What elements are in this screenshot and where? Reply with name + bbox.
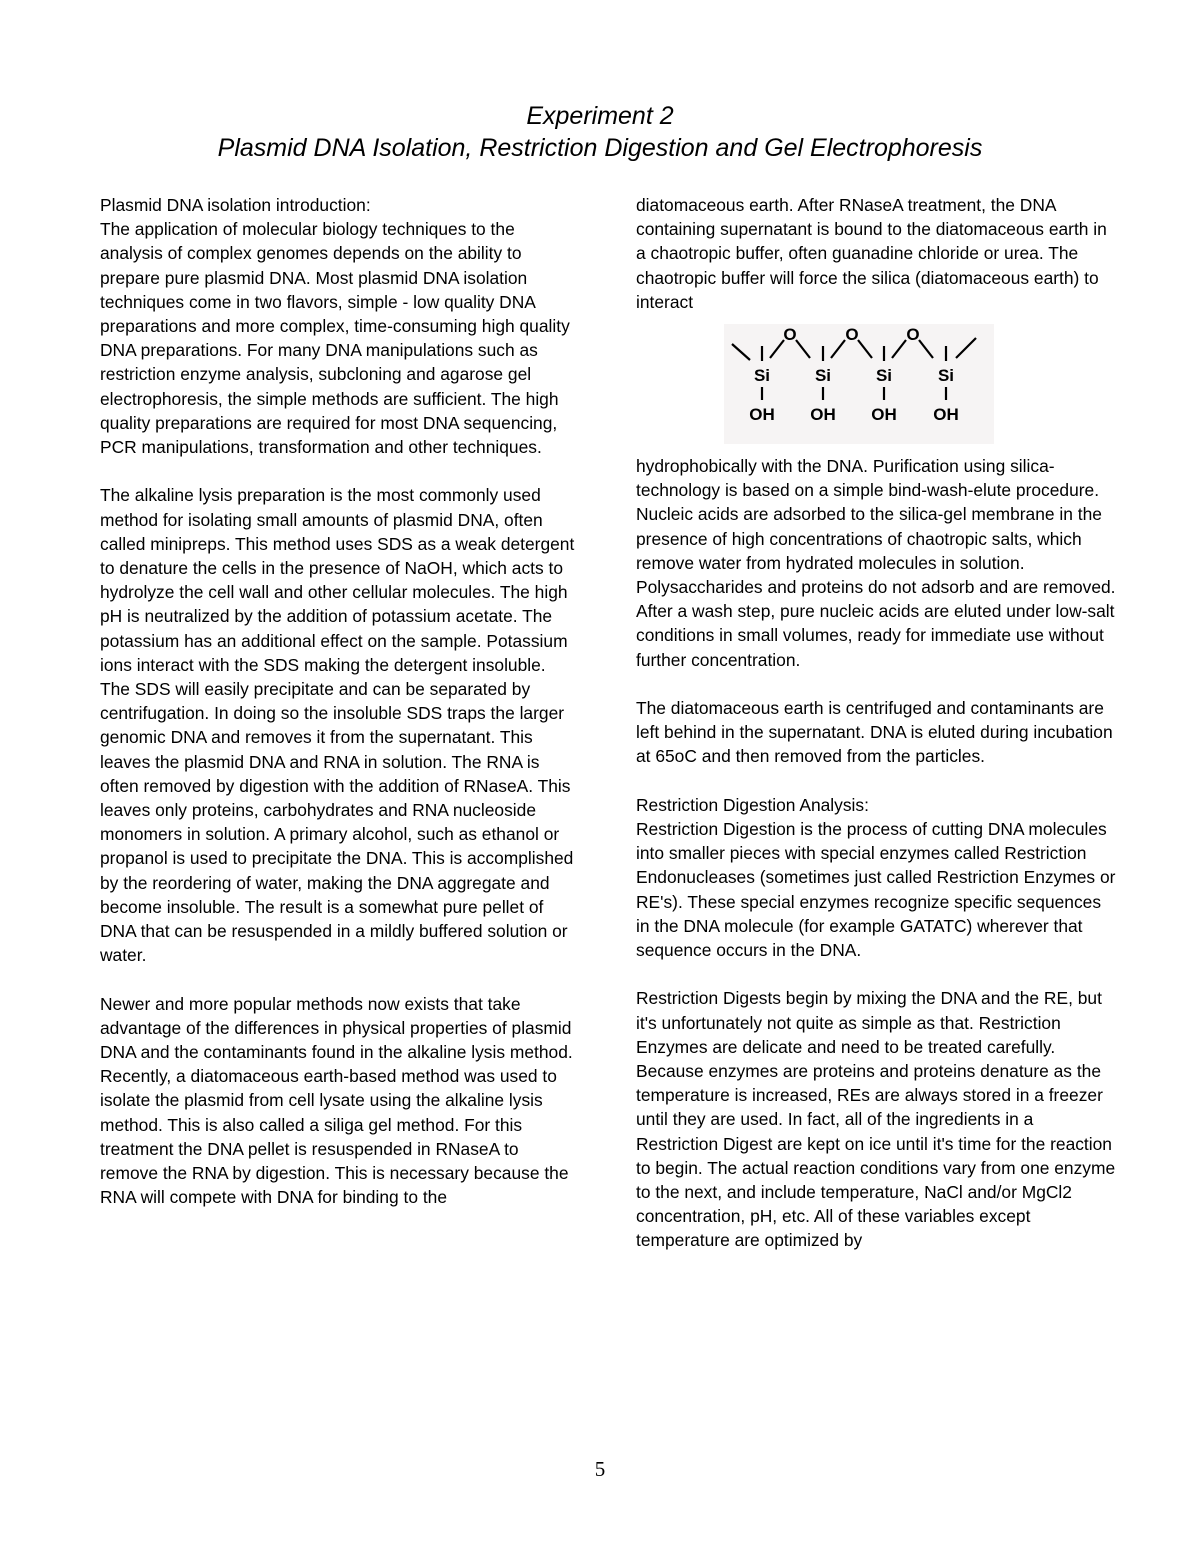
page-number: 5 bbox=[594, 1457, 606, 1481]
silicon-atom-label: Si bbox=[875, 366, 893, 386]
section-heading-restriction-digestion: Restriction Digestion Analysis: bbox=[636, 794, 869, 815]
hydroxyl-group-label: OH bbox=[933, 405, 959, 425]
paragraph: The alkaline lysis preparation is the most commonly used method for isolating small amounts of plasmid DNA, often called minipreps. This method uses SDS as a weak detergent to denature the cells in the presence of NaOH, which acts to hydrolyze the cell wall and other cellular molecules. The high pH is neutralized by the addition of potassium acetate. The potassium has an additional effect on the sample. Potassium ions interact with the SDS making the detergent insoluble. The SDS will easily precipitate and can be separated by centrifugation. In doing so the insoluble SDS traps the larger genomic DNA and removes it from the supernatant. This leaves the plasmid DNA and RNA in solution. The RNA is often removed by digestion with the addition of RNaseA. This leaves only proteins, carbohydrates and RNA nucleoside monomers in solution. A primary alcohol, such as ethanol or propanol is used to precipitate the DNA. This is accomplished by the reordering of water, making the DNA aggregate and become insoluble. The result is a somewhat pure pellet of DNA that can be resuspended in a mildly buffered solution or water. bbox=[100, 485, 575, 966]
silicon-atom-label: Si bbox=[753, 366, 771, 386]
silica-structure-diagram bbox=[724, 324, 994, 444]
section-heading-plasmid-isolation: Plasmid DNA isolation introduction: bbox=[100, 195, 371, 215]
paragraph: The application of molecular biology techniques to the analysis of complex genomes depends on the ability to prepare pure plasmid DNA. Most plasmid DNA isolation techniques come in two flavors, simple - low quality DNA preparations and more complex, time-consuming high quality DNA preparations. For many DNA manipulations such as restriction enzyme analysis, subcloning and agarose gel electrophoresis, the simple methods are sufficient. The high quality preparations are required for most DNA sequencing, PCR manipulations, transformation and other techniques. bbox=[100, 219, 570, 458]
restriction-section bbox=[636, 793, 1116, 962]
paragraph: diatomaceous earth. After RNaseA treatment, the DNA containing supernatant is bound to the diatomaceous earth in a chaotropic buffer, often guanadine chloride or urea. The chaotropic buffer will force the silica (diatomaceous earth) to interact bbox=[636, 195, 1107, 312]
silica-structure-figure bbox=[724, 324, 994, 444]
hydroxyl-group-label: OH bbox=[871, 405, 897, 425]
intro-section bbox=[100, 193, 580, 459]
paragraph: Restriction Digests begin by mixing the DNA and the RE, but it's unfortunately not quite as simple as that. Restriction Enzymes are delicate and need to be treated carefully. Because enzymes are proteins and proteins denature as the temperature is increased, REs are always stored in a freezer until they are used. In fact, all of the ingredients in a Restriction Digest are kept on ice until it's time for the reaction to begin. The actual reaction conditions vary from one enzyme to the next, and include temperature, NaCl and/or MgCl2 concentration, pH, etc. All of these variables except temperature are optimized by bbox=[636, 988, 1116, 1251]
paragraph: hydrophobically with the DNA. Purification using silica-technology is based on a simple bind-wash-elute procedure. Nucleic acids are adsorbed to the silica-gel membrane in the presence of high concentrations of chaotropic salts, which remove water from hydrated molecules in solution. Polysaccharides and proteins do not adsorb and are removed. After a wash step, pure nucleic acids are eluted under low-salt conditions in small volumes, ready for immediate use without further concentration. bbox=[636, 456, 1116, 670]
right-column bbox=[636, 193, 1116, 1253]
paragraph: Restriction Digestion is the process of cutting DNA molecules into smaller pieces with special enzymes called Restriction Endonucleases (sometimes just called Restriction Enzymes or RE's). These special enzymes recognize specific sequences in the DNA molecule (for example GATATC) wherever that sequence occurs in the DNA. bbox=[636, 819, 1116, 961]
oxygen-atom-label: O bbox=[783, 325, 797, 345]
left-column bbox=[100, 193, 580, 1210]
oxygen-atom-label: O bbox=[906, 325, 920, 345]
oxygen-atom-label: O bbox=[845, 325, 859, 345]
hydroxyl-group-label: OH bbox=[749, 405, 775, 425]
paragraph: The diatomaceous earth is centrifuged and contaminants are left behind in the supernatant. DNA is eluted during incubation at 65oC and then removed from the particles. bbox=[636, 698, 1113, 767]
silicon-atom-label: Si bbox=[814, 366, 832, 386]
hydroxyl-group-label: OH bbox=[810, 405, 836, 425]
title-line-1: Experiment 2 bbox=[526, 102, 674, 130]
title-line-2: Plasmid DNA Isolation, Restriction Digestion and Gel Electrophoresis bbox=[217, 134, 983, 162]
page-title bbox=[0, 100, 1200, 164]
silicon-atom-label: Si bbox=[937, 366, 955, 386]
paragraph: Newer and more popular methods now exists that take advantage of the differences in physical properties of plasmid DNA and the contaminants found in the alkaline lysis method. Recently, a diatomaceous earth-based method was used to isolate the plasmid from cell lysate using the alkaline lysis method. This is also called a siliga gel method. For this treatment the DNA pellet is resuspended in RNaseA to remove the RNA by digestion. This is necessary because the RNA will compete with DNA for binding to the bbox=[100, 993, 573, 1208]
